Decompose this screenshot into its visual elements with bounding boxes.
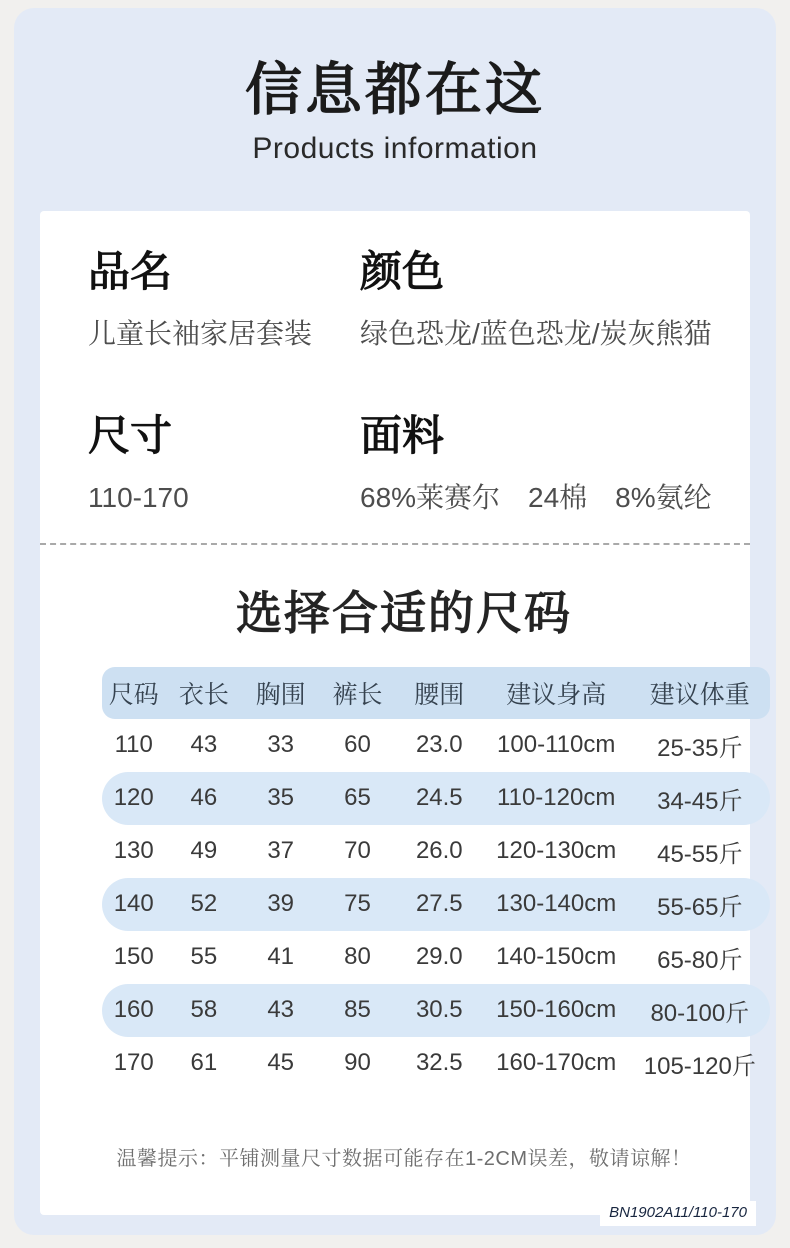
header-cell: 腰围: [414, 680, 465, 709]
table-cell: 23.0: [415, 731, 463, 759]
info-field-fabric: [360, 413, 720, 515]
table-cell: 65-80斤: [657, 946, 743, 974]
table-cell: 80: [344, 943, 371, 971]
table-cell: 30.5: [415, 996, 463, 1024]
table-cell: 80-100斤: [650, 999, 750, 1027]
header-cell: 尺码: [108, 680, 159, 709]
info-field-label: 面料: [360, 411, 445, 459]
table-cell: 65: [344, 784, 371, 812]
table-row: [102, 931, 770, 984]
table-cell: 45-55斤: [657, 840, 743, 868]
table-row: [102, 1037, 770, 1090]
table-cell: 41: [267, 943, 295, 971]
content-card: [40, 211, 756, 1215]
table-cell: 150-160cm: [496, 996, 617, 1024]
info-field-color: [360, 249, 720, 351]
table-cell: 130-140cm: [496, 890, 617, 918]
table-cell: 25-35斤: [657, 734, 743, 762]
table-cell: 32.5: [415, 1049, 463, 1077]
table-row: [102, 825, 770, 878]
table-cell: 33: [267, 731, 295, 759]
table-cell: 27.5: [415, 890, 463, 918]
outer-blue-card: [14, 8, 776, 1235]
table-cell: 58: [190, 996, 218, 1024]
page-title: 信息都在这: [245, 58, 545, 122]
info-field-value: 儿童长袖家居套装: [88, 318, 313, 350]
info-field-product-name: [88, 249, 360, 351]
info-field-size: [88, 413, 360, 515]
table-cell: 43: [190, 731, 218, 759]
info-field-value: 68%莱赛尔 24棉 8%氨纶: [360, 481, 712, 513]
info-field-value: 110-170: [88, 481, 189, 513]
table-cell: 52: [190, 890, 218, 918]
table-cell: 140: [113, 890, 154, 918]
table-cell: 34-45斤: [657, 787, 743, 815]
table-cell: 160-170cm: [496, 1049, 617, 1077]
hero-header: [14, 8, 776, 166]
size-table-header-row: [102, 667, 770, 719]
table-cell: 120: [113, 784, 154, 812]
info-field-label: 品名: [88, 248, 173, 295]
table-cell: 55: [190, 943, 218, 971]
size-table-body: [102, 719, 770, 1090]
table-cell: 55-65斤: [657, 893, 743, 921]
table-row: [102, 719, 770, 772]
table-cell: 110: [114, 731, 153, 759]
table-cell: 70: [344, 837, 371, 865]
table-cell: 105-120斤: [643, 1052, 756, 1080]
table-cell: 110-120cm: [497, 784, 616, 812]
table-cell: 24.5: [415, 784, 463, 812]
product-info-grid: [88, 249, 720, 515]
dashed-divider: [40, 543, 750, 545]
table-cell: 140-150cm: [496, 943, 617, 971]
table-cell: 120-130cm: [496, 837, 617, 865]
header-cell: 胸围: [255, 680, 306, 709]
info-field-value: 绿色恐龙/蓝色恐龙/炭灰熊猫: [360, 318, 712, 350]
size-table: [102, 667, 770, 1090]
table-cell: 46: [190, 784, 218, 812]
info-field-label: 尺寸: [88, 411, 173, 459]
table-cell: 39: [267, 890, 295, 918]
table-cell: 100-110cm: [497, 731, 616, 759]
table-cell: 29.0: [415, 943, 463, 971]
table-row: [102, 772, 770, 825]
measurement-note: 温馨提示：平铺测量尺寸数据可能存在1-2CM误差，敬请谅解！: [116, 1147, 692, 1170]
table-cell: 130: [113, 837, 154, 865]
size-section-title: 选择合适的尺码: [236, 586, 572, 639]
table-cell: 45: [267, 1049, 295, 1077]
table-cell: 43: [267, 996, 295, 1024]
header-cell: 建议身高: [506, 680, 607, 709]
table-cell: 37: [267, 837, 295, 865]
table-cell: 150: [113, 943, 154, 971]
table-cell: 60: [344, 731, 371, 759]
table-cell: 35: [267, 784, 295, 812]
header-cell: 建议体重: [649, 680, 750, 709]
table-cell: 90: [344, 1049, 371, 1077]
header-cell: 裤长: [332, 680, 383, 709]
table-row: [102, 878, 770, 931]
model-number-badge: BN1902A11/110-170: [600, 1201, 756, 1226]
table-row: [102, 984, 770, 1037]
table-cell: 75: [344, 890, 371, 918]
table-cell: 85: [344, 996, 371, 1024]
table-cell: 170: [113, 1049, 154, 1077]
table-cell: 26.0: [415, 837, 463, 865]
info-field-label: 颜色: [360, 248, 445, 295]
table-cell: 61: [190, 1049, 218, 1077]
table-cell: 49: [190, 837, 218, 865]
header-cell: 衣长: [178, 680, 229, 709]
table-cell: 160: [113, 996, 154, 1024]
page-subtitle: Products information: [252, 131, 538, 165]
